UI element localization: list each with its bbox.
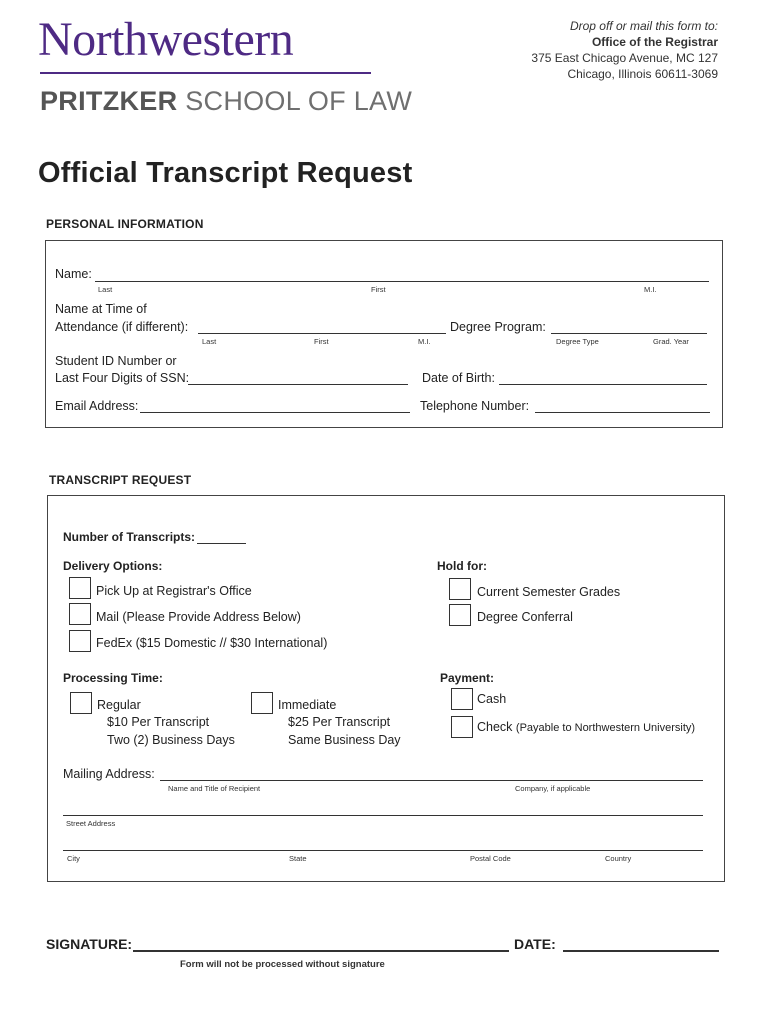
pritzker-logo bbox=[40, 86, 412, 117]
attend-label-1: Name at Time of bbox=[55, 302, 147, 316]
semester-grades-label: Current Semester Grades bbox=[477, 585, 621, 599]
mail-label: Mail (Please Provide Address Below) bbox=[96, 610, 301, 624]
payment-label: Payment: bbox=[440, 671, 495, 685]
immediate-title: Immediate bbox=[278, 698, 337, 712]
immediate-time: Same Business Day bbox=[288, 733, 401, 747]
regular-checkbox[interactable] bbox=[70, 692, 92, 714]
email-field[interactable] bbox=[140, 412, 410, 413]
pickup-label: Pick Up at Registrar's Office bbox=[96, 584, 252, 598]
sid-label-2: Last Four Digits of SSN: bbox=[55, 371, 190, 385]
mailing-recipient-field[interactable] bbox=[160, 780, 703, 781]
name-sub-mi: M.I. bbox=[644, 285, 657, 294]
pritzker-word: PRITZKER bbox=[40, 86, 178, 116]
sub-city: City bbox=[67, 854, 80, 863]
office-name: Office of the Registrar bbox=[591, 35, 718, 49]
city-state-field[interactable] bbox=[63, 850, 703, 851]
phone-field[interactable] bbox=[535, 412, 710, 413]
transcript-request-box bbox=[47, 495, 725, 882]
sub-state: State bbox=[289, 854, 307, 863]
phone-label: Telephone Number: bbox=[420, 399, 530, 413]
attendance-name-field[interactable] bbox=[198, 333, 446, 334]
dob-field[interactable] bbox=[499, 384, 707, 385]
degree-conferral-label: Degree Conferral bbox=[477, 610, 573, 624]
fedex-label: FedEx ($15 Domestic // $30 International) bbox=[96, 636, 328, 650]
name-label: Name: bbox=[55, 267, 92, 281]
student-id-field[interactable] bbox=[188, 384, 408, 385]
processing-label: Processing Time: bbox=[63, 671, 163, 685]
check-label bbox=[477, 720, 695, 734]
immediate-price: $25 Per Transcript bbox=[288, 715, 391, 729]
address-line-2: Chicago, Illinois 60611-3069 bbox=[567, 67, 718, 81]
regular-time: Two (2) Business Days bbox=[107, 733, 235, 747]
attend-sub-first: First bbox=[314, 337, 329, 346]
mailing-label: Mailing Address: bbox=[63, 767, 155, 781]
personal-info-heading: PERSONAL INFORMATION bbox=[46, 217, 204, 231]
sub-street: Street Address bbox=[66, 819, 116, 828]
signature-note: Form will not be processed without signature bbox=[180, 959, 385, 970]
pickup-checkbox[interactable] bbox=[69, 577, 91, 599]
number-field[interactable] bbox=[197, 543, 246, 544]
sub-postal: Postal Code bbox=[470, 854, 511, 863]
degree-sub-year: Grad. Year bbox=[653, 337, 689, 346]
name-sub-last: Last bbox=[98, 285, 113, 294]
immediate-checkbox[interactable] bbox=[251, 692, 273, 714]
logo-divider bbox=[40, 72, 371, 74]
northwestern-logo: Northwestern bbox=[38, 13, 294, 66]
dropoff-intro: Drop off or mail this form to: bbox=[569, 19, 718, 33]
delivery-label: Delivery Options: bbox=[63, 559, 163, 573]
signature-field[interactable] bbox=[133, 950, 509, 952]
attend-sub-mi: M.I. bbox=[418, 337, 431, 346]
fedex-checkbox[interactable] bbox=[69, 630, 91, 652]
mail-checkbox[interactable] bbox=[69, 603, 91, 625]
personal-info-box bbox=[45, 240, 723, 428]
sub-company: Company, if applicable bbox=[515, 784, 591, 793]
signature-label: SIGNATURE: bbox=[46, 936, 133, 952]
page-title: Official Transcript Request bbox=[38, 157, 413, 189]
regular-title: Regular bbox=[97, 698, 141, 712]
attend-sub-last: Last bbox=[202, 337, 217, 346]
degree-label: Degree Program: bbox=[450, 320, 546, 334]
transcript-request-heading: TRANSCRIPT REQUEST bbox=[49, 473, 192, 487]
street-address-field[interactable] bbox=[63, 815, 703, 816]
attend-label-2: Attendance (if different): bbox=[55, 320, 189, 334]
sid-label-1: Student ID Number or bbox=[55, 354, 177, 368]
date-label: DATE: bbox=[514, 936, 556, 952]
cash-checkbox[interactable] bbox=[451, 688, 473, 710]
dob-label: Date of Birth: bbox=[422, 371, 495, 385]
number-label: Number of Transcripts: bbox=[63, 530, 196, 544]
semester-grades-checkbox[interactable] bbox=[449, 578, 471, 600]
email-label: Email Address: bbox=[55, 399, 139, 413]
school-of-law-word: SCHOOL OF LAW bbox=[177, 86, 413, 116]
dropoff-address bbox=[531, 18, 718, 82]
check-note: (Payable to Northwestern University) bbox=[515, 722, 696, 734]
name-field[interactable] bbox=[95, 281, 709, 282]
name-sub-first: First bbox=[371, 285, 386, 294]
check-word: Check bbox=[477, 720, 513, 734]
sub-country: Country bbox=[605, 854, 632, 863]
address-line-1: 375 East Chicago Avenue, MC 127 bbox=[531, 51, 718, 65]
sub-name: Name and Title of Recipient bbox=[168, 784, 261, 793]
degree-field[interactable] bbox=[551, 333, 707, 334]
regular-price: $10 Per Transcript bbox=[107, 715, 210, 729]
hold-label: Hold for: bbox=[437, 559, 487, 573]
degree-sub-type: Degree Type bbox=[556, 337, 599, 346]
date-field[interactable] bbox=[563, 950, 719, 952]
check-checkbox[interactable] bbox=[451, 716, 473, 738]
degree-conferral-checkbox[interactable] bbox=[449, 604, 471, 626]
cash-label: Cash bbox=[477, 692, 507, 706]
